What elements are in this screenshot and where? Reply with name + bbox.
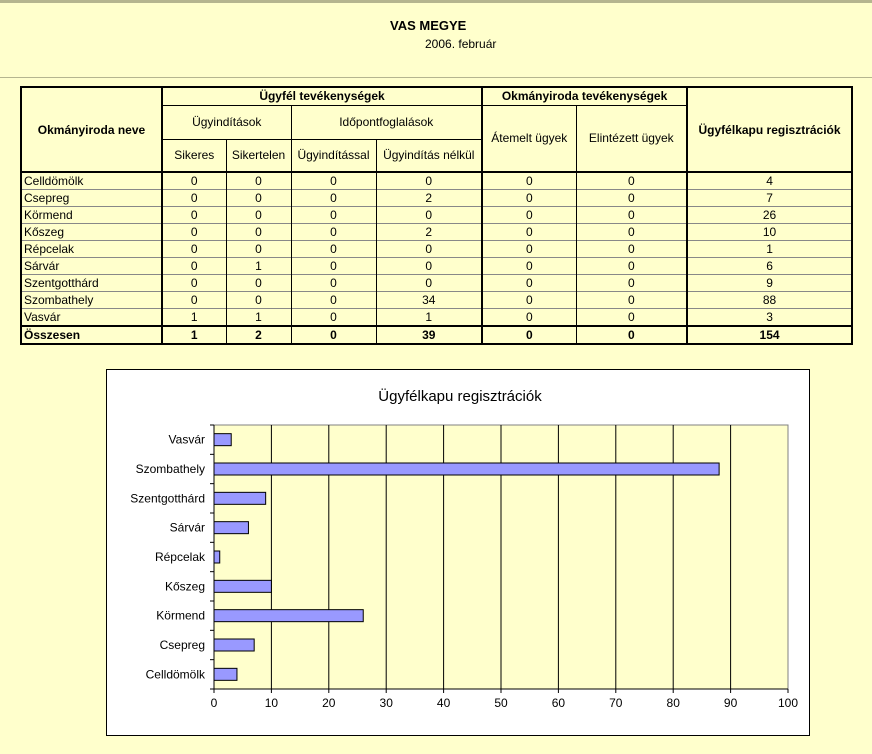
statistics-table	[20, 86, 853, 345]
value-cell: 39	[376, 326, 482, 344]
value-cell: 0	[291, 326, 376, 344]
value-cell: 0	[482, 241, 576, 258]
value-cell: 0	[376, 275, 482, 292]
bar	[214, 580, 271, 592]
value-cell: 0	[226, 172, 291, 190]
value-cell: 0	[291, 258, 376, 275]
value-cell: 1	[226, 309, 291, 327]
table-row	[21, 258, 852, 275]
office-name-cell: Szentgotthárd	[21, 275, 162, 292]
value-cell: 0	[162, 224, 226, 241]
table-row	[21, 241, 852, 258]
value-cell: 0	[226, 190, 291, 207]
value-cell: 0	[291, 275, 376, 292]
value-cell: 0	[576, 190, 687, 207]
header-registrations: Ügyfélkapu regisztrációk	[687, 87, 852, 172]
header-initiations: Ügyindítások	[162, 105, 291, 139]
value-cell: 0	[291, 207, 376, 224]
x-tick-label: 100	[777, 696, 799, 710]
header-completed: Elintézett ügyek	[576, 105, 687, 172]
value-cell: 0	[226, 292, 291, 309]
bar	[214, 551, 220, 563]
value-cell: 7	[687, 190, 852, 207]
value-cell: 0	[291, 224, 376, 241]
value-cell: 0	[162, 241, 226, 258]
value-cell: 154	[687, 326, 852, 344]
value-cell: 0	[162, 292, 226, 309]
bar	[214, 463, 719, 475]
value-cell: 0	[376, 258, 482, 275]
bar	[214, 434, 231, 446]
header-with-init: Ügyindítással	[291, 139, 376, 172]
header-without-init: Ügyindítás nélkül	[376, 139, 482, 172]
value-cell: 0	[162, 258, 226, 275]
value-cell: 0	[482, 309, 576, 327]
header-office-name: Okmányiroda neve	[21, 87, 162, 172]
category-label: Kőszeg	[164, 579, 205, 594]
table-row	[21, 190, 852, 207]
value-cell: 0	[482, 207, 576, 224]
category-label: Szentgotthárd	[130, 491, 205, 506]
value-cell: 0	[576, 292, 687, 309]
x-tick-label: 80	[666, 696, 680, 710]
value-cell: 0	[482, 190, 576, 207]
office-name-cell: Szombathely	[21, 292, 162, 309]
value-cell: 1	[376, 309, 482, 327]
header-appointments: Időpontfoglalások	[291, 105, 482, 139]
category-label: Szombathely	[135, 462, 205, 476]
value-cell: 0	[482, 258, 576, 275]
x-tick-label: 10	[264, 696, 279, 710]
value-cell: 0	[226, 241, 291, 258]
value-cell: 0	[226, 224, 291, 241]
x-tick-label: 0	[210, 696, 218, 710]
value-cell: 6	[687, 258, 852, 275]
bar	[214, 492, 266, 504]
office-name-cell: Kőszeg	[21, 224, 162, 241]
category-label: Celldömölk	[145, 667, 205, 682]
category-label: Csepreg	[159, 638, 205, 652]
office-name-cell: Csepreg	[21, 190, 162, 207]
office-name-cell: Vasvár	[21, 309, 162, 327]
bar	[214, 610, 363, 622]
category-label: Sárvár	[169, 520, 205, 535]
value-cell: 4	[766, 174, 773, 188]
x-tick-label: 50	[494, 696, 508, 710]
value-cell: 0	[576, 207, 687, 224]
value-cell: 0	[576, 275, 687, 292]
value-cell: 0	[576, 326, 687, 344]
table-row	[21, 292, 852, 309]
bar	[214, 668, 237, 680]
value-cell: 0	[291, 241, 376, 258]
value-cell: 0	[291, 292, 376, 309]
office-name-cell: Sárvár	[21, 258, 162, 275]
chart-frame	[106, 369, 810, 736]
category-label: Répcelak	[154, 550, 205, 564]
x-tick-label: 20	[322, 696, 336, 710]
value-cell: 2	[376, 190, 482, 207]
value-cell: 0	[482, 172, 576, 190]
total-label: Összesen	[21, 326, 162, 344]
value-cell: 0	[482, 326, 576, 344]
value-cell: 34	[376, 292, 482, 309]
value-cell: 0	[162, 190, 226, 207]
header-office-activities: Okmányiroda tevékenységek	[482, 87, 687, 105]
value-cell: 1	[162, 326, 226, 344]
value-cell: 0	[226, 207, 291, 224]
x-tick-label: 90	[723, 696, 738, 710]
value-cell: 88	[687, 292, 852, 309]
value-cell: 0	[576, 309, 687, 327]
value-cell: 3	[687, 309, 852, 327]
value-cell: 0	[376, 172, 482, 190]
table-row	[21, 207, 852, 224]
value-cell: 9	[687, 275, 852, 292]
value-cell: 2	[226, 326, 291, 344]
registrations-chart	[107, 370, 809, 735]
value-cell: 1	[162, 309, 226, 327]
value-cell: 0	[162, 275, 226, 292]
value-cell: 2	[376, 224, 482, 241]
office-name-cell: Répcelak	[21, 241, 162, 258]
table-row	[21, 172, 852, 190]
value-cell: 0	[291, 172, 376, 190]
value-cell: 0	[482, 224, 576, 241]
value-cell: 0	[162, 207, 226, 224]
x-tick-label: 70	[609, 696, 623, 710]
office-name-cell: Celldömölk	[21, 172, 162, 190]
value-cell: 0	[482, 292, 576, 309]
header-fail: Sikertelen	[226, 139, 291, 172]
office-name-cell: Körmend	[21, 207, 162, 224]
page-title: VAS MEGYE	[390, 18, 467, 33]
table-row	[21, 224, 852, 241]
value-cell: 0	[576, 241, 687, 258]
bar	[214, 522, 248, 534]
header-transferred: Átemelt ügyek	[482, 105, 576, 172]
x-tick-label: 40	[436, 696, 451, 710]
x-tick-label: 30	[379, 696, 393, 710]
x-tick-label: 60	[551, 696, 566, 710]
value-cell: 0	[291, 190, 376, 207]
value-cell: 0	[162, 172, 226, 190]
value-cell: 0	[482, 275, 576, 292]
divider	[0, 77, 872, 78]
chart-title: Ügyfélkapu regisztrációk	[378, 388, 542, 405]
value-cell: 0	[376, 207, 482, 224]
value-cell: 0	[576, 258, 687, 275]
value-cell: 26	[687, 207, 852, 224]
value-cell: 0	[226, 275, 291, 292]
header-client-activities: Ügyfél tevékenységek	[162, 87, 482, 105]
value-cell: 0	[291, 309, 376, 327]
value-cell: 1	[226, 258, 291, 275]
category-label: Vasvár	[168, 432, 205, 447]
top-border	[0, 0, 872, 3]
value-cell: 1	[687, 241, 852, 258]
value-cell: 0	[576, 224, 687, 241]
value-cell: 0	[576, 172, 687, 190]
bar	[214, 639, 254, 651]
value-cell: 10	[687, 224, 852, 241]
header-success: Sikeres	[162, 139, 226, 172]
value-cell: 0	[376, 241, 482, 258]
table-row	[21, 275, 852, 292]
table-row	[21, 309, 852, 327]
page-subtitle: 2006. február	[425, 37, 497, 51]
category-label: Körmend	[156, 608, 205, 623]
table-total-row	[21, 326, 852, 344]
